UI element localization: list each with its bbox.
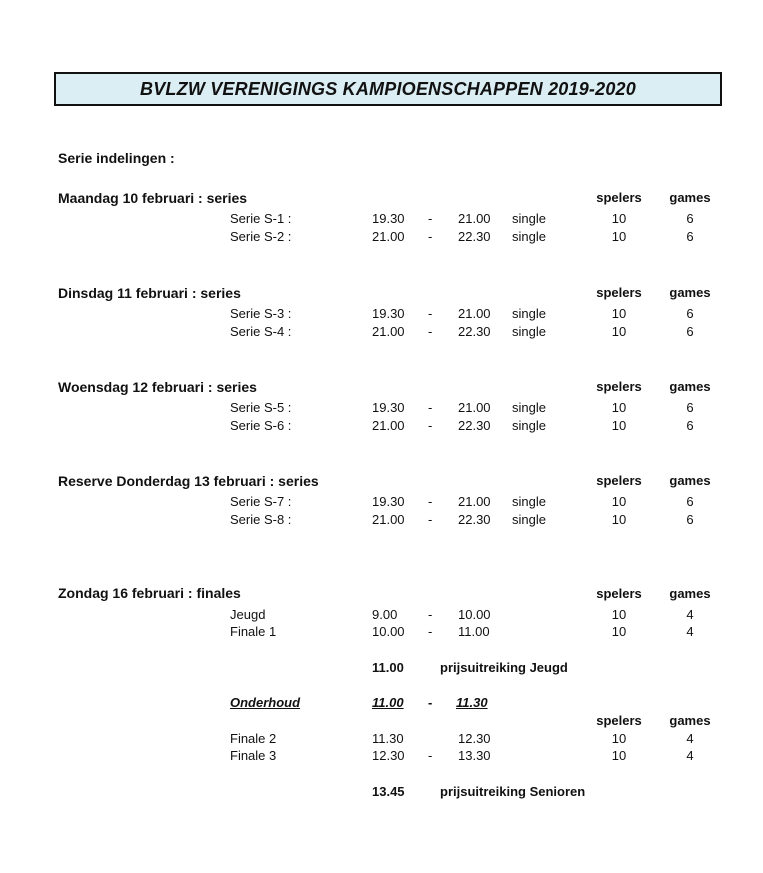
end-time: 22.30: [458, 324, 491, 339]
players-count: 10: [611, 306, 627, 321]
start-time: 19.30: [372, 400, 405, 415]
final-name: Finale 1: [230, 624, 277, 639]
games-count: 6: [686, 400, 694, 415]
serie-name: Serie S-1 :: [230, 211, 292, 226]
col-header-players: spelers: [596, 285, 642, 300]
prize-time: 13.45: [372, 784, 405, 799]
games-count: 6: [686, 229, 694, 244]
players-count: 10: [611, 418, 627, 433]
games-count: 6: [686, 494, 694, 509]
day-heading: Woensdag 12 februari : series: [58, 379, 257, 395]
games-count: 4: [686, 731, 694, 746]
start-time: 19.30: [372, 306, 405, 321]
start-time: 19.30: [372, 211, 405, 226]
start-time: 11.30: [372, 731, 404, 746]
col-header-games: games: [669, 190, 711, 205]
games-count: 6: [686, 306, 694, 321]
end-time: 22.30: [458, 418, 491, 433]
players-count: 10: [611, 211, 627, 226]
day-heading: Maandag 10 februari : series: [58, 190, 248, 206]
final-name: Finale 2: [230, 731, 277, 746]
start-time: 9.00: [372, 607, 398, 622]
players-count: 10: [611, 731, 627, 746]
col-header-games: games: [669, 379, 711, 394]
players-count: 10: [611, 512, 627, 527]
col-header-players: spelers: [596, 190, 642, 205]
time-dash: -: [428, 607, 433, 622]
players-count: 10: [611, 624, 627, 639]
prize-time: 11.00: [372, 660, 404, 675]
intro-heading: Serie indelingen :: [58, 150, 175, 166]
games-count: 4: [686, 624, 694, 639]
serie-name: Serie S-6 :: [230, 418, 292, 433]
end-time: 21.00: [458, 494, 491, 509]
start-time: 21.00: [372, 229, 405, 244]
game-type: single: [512, 211, 546, 226]
end-time: 10.00: [458, 607, 491, 622]
col-header-players: spelers: [596, 586, 642, 601]
col-header-games: games: [669, 586, 711, 601]
finals-heading: Zondag 16 februari : finales: [58, 585, 241, 601]
end-time: 11.00: [458, 624, 490, 639]
end-time: 21.00: [458, 211, 491, 226]
game-type: single: [512, 494, 546, 509]
serie-name: Serie S-2 :: [230, 229, 292, 244]
time-dash: -: [428, 748, 433, 763]
col-header-games: games: [669, 473, 711, 488]
games-count: 6: [686, 324, 694, 339]
games-count: 4: [686, 748, 694, 763]
title-banner: [54, 72, 722, 106]
time-dash: -: [428, 624, 433, 639]
serie-name: Serie S-3 :: [230, 306, 292, 321]
players-count: 10: [611, 494, 627, 509]
start-time: 21.00: [372, 418, 405, 433]
game-type: single: [512, 306, 546, 321]
time-dash: -: [428, 306, 433, 321]
start-time: 10.00: [372, 624, 405, 639]
game-type: single: [512, 324, 546, 339]
serie-name: Serie S-4 :: [230, 324, 292, 339]
col-header-games: games: [669, 285, 711, 300]
serie-name: Serie S-8 :: [230, 512, 292, 527]
players-count: 10: [611, 607, 627, 622]
game-type: single: [512, 229, 546, 244]
game-type: single: [512, 512, 546, 527]
end-time: 13.30: [458, 748, 491, 763]
end-time: 12.30: [458, 731, 491, 746]
serie-name: Serie S-5 :: [230, 400, 292, 415]
start-time: 12.30: [372, 748, 405, 763]
time-dash: -: [428, 400, 433, 415]
final-name: Jeugd: [230, 607, 266, 622]
time-dash: -: [428, 324, 433, 339]
col-header-players: spelers: [596, 379, 642, 394]
col-header-games: games: [669, 713, 711, 728]
time-dash: -: [428, 229, 433, 244]
maintenance-label: Onderhoud: [230, 695, 301, 710]
final-name: Finale 3: [230, 748, 277, 763]
time-dash: -: [428, 418, 433, 433]
games-count: 6: [686, 512, 694, 527]
day-heading: Reserve Donderdag 13 februari : series: [58, 473, 319, 489]
end-time: 21.00: [458, 306, 491, 321]
time-dash: -: [428, 512, 433, 527]
players-count: 10: [611, 229, 627, 244]
end-time: 22.30: [458, 512, 491, 527]
page-title: BVLZW VERENIGINGS KAMPIOENSCHAPPEN 2019-2020: [140, 78, 636, 99]
end-time: 22.30: [458, 229, 491, 244]
players-count: 10: [611, 324, 627, 339]
maintenance-start: 11.00: [372, 695, 404, 710]
time-dash: -: [428, 211, 433, 226]
prize-label: prijsuitreiking Jeugd: [440, 660, 568, 675]
game-type: single: [512, 400, 546, 415]
day-heading: Dinsdag 11 februari : series: [58, 285, 241, 301]
games-count: 6: [686, 211, 694, 226]
games-count: 6: [686, 418, 694, 433]
players-count: 10: [611, 400, 627, 415]
prize-label: prijsuitreiking Senioren: [440, 784, 586, 799]
end-time: 21.00: [458, 400, 491, 415]
time-dash: -: [428, 494, 433, 509]
start-time: 19.30: [372, 494, 405, 509]
maintenance-end: 11.30: [456, 695, 488, 710]
col-header-players: spelers: [596, 473, 642, 488]
players-count: 10: [611, 748, 627, 763]
games-count: 4: [686, 607, 694, 622]
start-time: 21.00: [372, 324, 405, 339]
col-header-players: spelers: [596, 713, 642, 728]
serie-name: Serie S-7 :: [230, 494, 292, 509]
time-dash: -: [428, 695, 433, 710]
game-type: single: [512, 418, 546, 433]
start-time: 21.00: [372, 512, 405, 527]
